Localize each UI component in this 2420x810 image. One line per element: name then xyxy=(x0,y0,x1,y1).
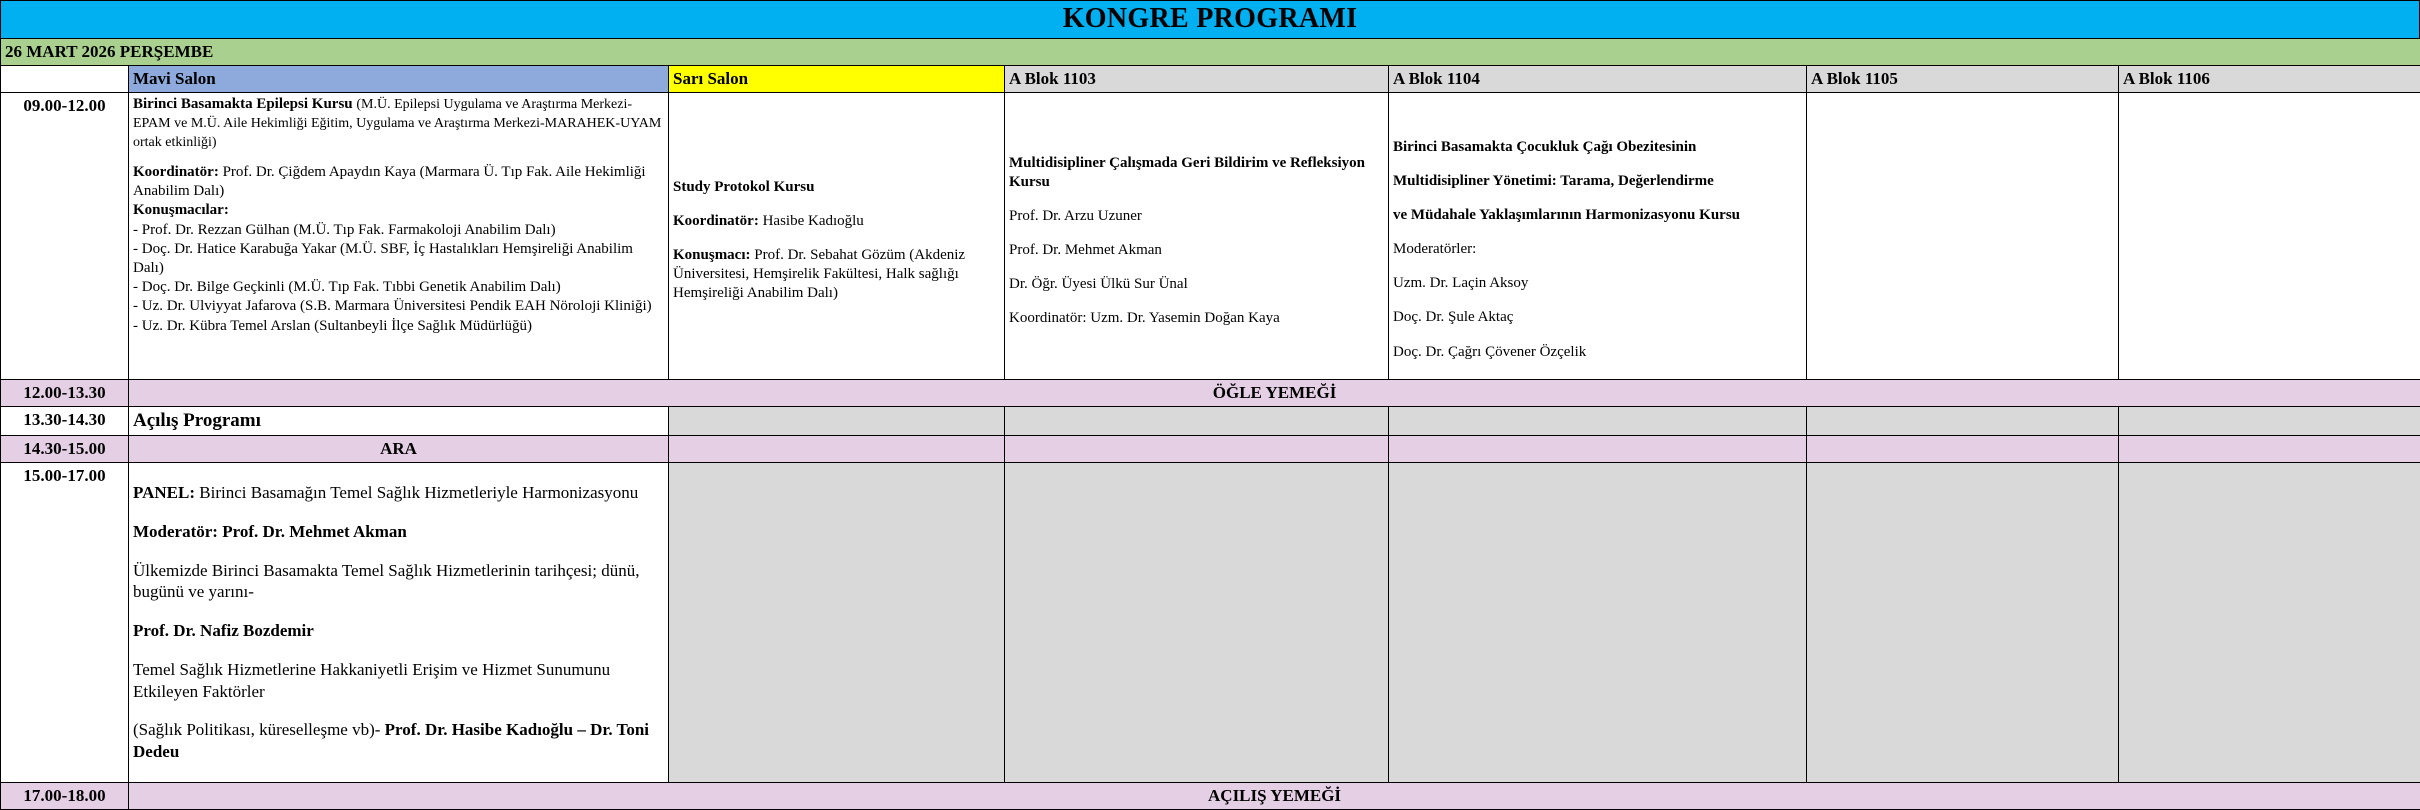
empty-cell xyxy=(2119,436,2420,463)
time-slot-1430-1500: 14.30-15.00 xyxy=(1,436,129,463)
session-title: Birinci Basamakta Epilepsi Kursu xyxy=(133,96,353,112)
row-dinner xyxy=(1,782,2420,809)
session-line: Dr. Öğr. Üyesi Ülkü Sur Ünal xyxy=(1009,275,1384,294)
empty-cell xyxy=(669,406,1005,435)
session-row-morning xyxy=(1,92,2420,379)
page-title: KONGRE PROGRAMI xyxy=(0,0,2420,38)
empty-cell xyxy=(2119,406,2420,435)
session-line: Koordinatör: Uzm. Dr. Yasemin Doğan Kaya xyxy=(1009,309,1384,328)
lunch-banner: ÖĞLE YEMEĞİ xyxy=(129,379,2420,406)
empty-cell xyxy=(2119,463,2420,783)
speakers-label: Konuşmacılar: xyxy=(133,201,664,220)
session-sari-study-protokol xyxy=(669,92,1005,379)
row-lunch xyxy=(1,379,2420,406)
coordinator-name: Prof. Dr. Çiğdem Apaydın Kaya (Marmara Ü. Tıp Fak. Aile Hekimliği Anabilim Dalı) xyxy=(133,164,646,199)
list-item: Doç. Dr. Şule Aktaç xyxy=(1393,308,1802,327)
list-item: - Uz. Dr. Ulviyyat Jafarova (S.B. Marmara Üniversitesi Pendik EAH Nöroloji Kliniği) xyxy=(133,297,664,316)
time-slot-1700-1800: 17.00-18.00 xyxy=(1,782,129,809)
list-item: Doç. Dr. Çağrı Çövener Özçelik xyxy=(1393,343,1802,362)
time-slot-1330-1430: 13.30-14.30 xyxy=(1,406,129,435)
panel-label: PANEL: xyxy=(133,483,195,502)
column-header-row xyxy=(1,65,2420,92)
moderators-label: Moderatörler: xyxy=(1393,240,1802,259)
session-title: Multidisipliner Çalışmada Geri Bildirim ve Refleksiyon Kursu xyxy=(1009,154,1384,192)
session-title-line: Multidisipliner Yönetimi: Tarama, Değerlendirme xyxy=(1393,172,1802,191)
session-1106-empty xyxy=(2119,92,2420,379)
empty-cell xyxy=(1807,436,2119,463)
dinner-banner: AÇILIŞ YEMEĞİ xyxy=(129,782,2420,809)
session-mavi-epilepsi xyxy=(129,92,669,379)
panel-topic-1: Ülkemizde Birinci Basamakta Temel Sağlık Hizmetlerinin tarihçesi; dünü, bugünü ve yarını- xyxy=(133,561,639,602)
header-mavi-salon: Mavi Salon xyxy=(129,65,669,92)
row-opening-program xyxy=(1,406,2420,435)
panel-topic-2: Temel Sağlık Hizmetlerine Hakkaniyetli Erişim ve Hizmet Sunumunu Etkileyen Faktörler xyxy=(133,660,610,701)
speaker-label: Konuşmacı: xyxy=(673,247,751,263)
header-sari-salon: Sarı Salon xyxy=(669,65,1005,92)
row-break xyxy=(1,436,2420,463)
moderator-name: Prof. Dr. Mehmet Akman xyxy=(218,522,407,541)
session-title-line: Birinci Basamakta Çocukluk Çağı Obezitesinin xyxy=(1393,138,1802,157)
panel-topic-2-cont: (Sağlık Politikası, küreselleşme vb)- xyxy=(133,720,385,739)
time-slot-1200-1330: 12.00-13.30 xyxy=(1,379,129,406)
moderator-label: Moderatör: xyxy=(133,522,218,541)
session-title: Study Protokol Kursu xyxy=(673,178,1000,197)
panel-speaker-2: Prof. Dr. Hasibe Kadıoğlu – Dr. Toni Dedeu xyxy=(133,720,649,761)
break-label: ARA xyxy=(129,436,669,463)
session-line: Prof. Dr. Arzu Uzuner xyxy=(1009,207,1384,226)
speaker-name: Prof. Dr. Sebahat Gözüm (Akdeniz Üniversitesi, Hemşirelik Fakültesi, Halk sağlığı Hemşireliği Anabilim Dalı) xyxy=(673,247,965,301)
session-1104-obezite xyxy=(1389,92,1807,379)
date-label: 26 MART 2026 PERŞEMBE xyxy=(1,39,2420,66)
header-a-blok-1106: A Blok 1106 xyxy=(2119,65,2420,92)
empty-cell xyxy=(1005,406,1389,435)
session-1103-multidisipliner xyxy=(1005,92,1389,379)
panel-speaker-1: Prof. Dr. Nafiz Bozdemir xyxy=(133,621,314,640)
coordinator-name: Hasibe Kadıoğlu xyxy=(763,213,864,229)
empty-cell xyxy=(1389,463,1807,783)
header-a-blok-1103: A Blok 1103 xyxy=(1005,65,1389,92)
row-panel xyxy=(1,463,2420,783)
session-note: (M.Ü. Epilepsi Uygulama ve Araştırma Merkezi-EPAM ve M.Ü. Aile Hekimliği Eğitim, Uygulama ve Araştırma Merkezi-MARAHEK-UYAM ortak etkinliği) xyxy=(133,97,661,150)
program-table xyxy=(0,38,2420,810)
session-title-line: ve Müdahale Yaklaşımlarının Harmonizasyonu Kursu xyxy=(1393,206,1802,225)
speaker-list xyxy=(133,221,664,336)
date-row xyxy=(1,39,2420,66)
coordinator-label: Koordinatör: xyxy=(133,164,219,180)
header-a-blok-1104: A Blok 1104 xyxy=(1389,65,1807,92)
empty-cell xyxy=(669,436,1005,463)
time-slot-1500-1700: 15.00-17.00 xyxy=(1,463,129,783)
empty-cell xyxy=(1807,406,2119,435)
list-item: - Uz. Dr. Kübra Temel Arslan (Sultanbeyli İlçe Sağlık Müdürlüğü) xyxy=(133,317,664,336)
session-line: Prof. Dr. Mehmet Akman xyxy=(1009,241,1384,260)
header-time xyxy=(1,65,129,92)
list-item: Uzm. Dr. Laçin Aksoy xyxy=(1393,274,1802,293)
session-1105-empty xyxy=(1807,92,2119,379)
empty-cell xyxy=(1389,436,1807,463)
panel-title: Birinci Basamağın Temel Sağlık Hizmetleriyle Harmonizasyonu xyxy=(195,483,638,502)
opening-program-label: Açılış Programı xyxy=(129,406,669,435)
empty-cell xyxy=(1005,436,1389,463)
empty-cell xyxy=(1807,463,2119,783)
list-item: - Doç. Dr. Hatice Karabuğa Yakar (M.Ü. SBF, İç Hastalıkları Hemşireliği Anabilim Dalı) xyxy=(133,240,664,278)
empty-cell xyxy=(1389,406,1807,435)
header-a-blok-1105: A Blok 1105 xyxy=(1807,65,2119,92)
list-item: - Prof. Dr. Rezzan Gülhan (M.Ü. Tıp Fak. Farmakoloji Anabilim Dalı) xyxy=(133,221,664,240)
empty-cell xyxy=(1005,463,1389,783)
coordinator-label: Koordinatör: xyxy=(673,213,759,229)
list-item: - Doç. Dr. Bilge Geçkinli (M.Ü. Tıp Fak. Tıbbi Genetik Anabilim Dalı) xyxy=(133,278,664,297)
panel-session xyxy=(129,463,669,783)
time-slot-0900-1200: 09.00-12.00 xyxy=(1,92,129,379)
empty-cell xyxy=(669,463,1005,783)
